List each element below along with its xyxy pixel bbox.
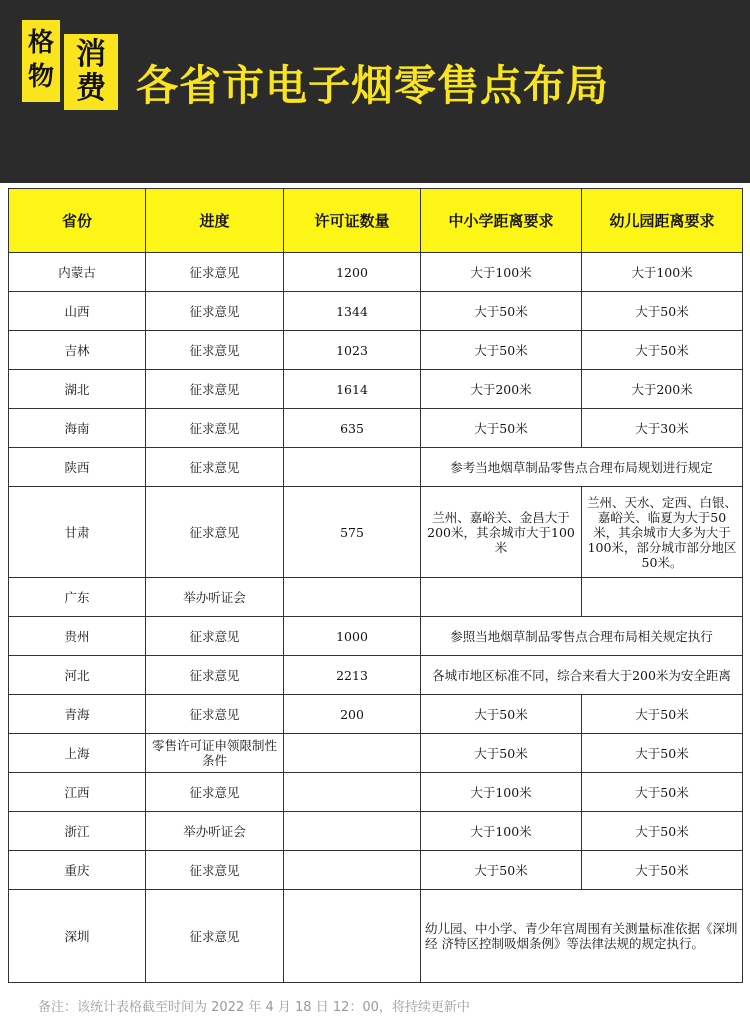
cell-school (421, 578, 582, 617)
cell-kindergarten: 大于50米 (582, 695, 743, 734)
cell-kindergarten: 大于30米 (582, 409, 743, 448)
cell-licenses: 1614 (284, 370, 421, 409)
cell-licenses (284, 890, 421, 983)
cell-province: 广东 (9, 578, 146, 617)
table-row (9, 409, 743, 448)
table-header-row (9, 189, 743, 253)
logo-char: 物 (27, 62, 54, 92)
cell-merged-requirement: 参考当地烟草制品零售点合理布局规划进行规定 (421, 448, 743, 487)
header-school-distance: 中小学距离要求 (421, 189, 582, 253)
cell-kindergarten: 大于50米 (582, 734, 743, 773)
cell-licenses (284, 578, 421, 617)
logo-right-block (64, 34, 118, 110)
cell-school: 大于100米 (421, 253, 582, 292)
cell-kindergarten: 大于50米 (582, 851, 743, 890)
cell-province: 吉林 (9, 331, 146, 370)
cell-progress: 征求意见 (146, 851, 284, 890)
cell-school: 大于50米 (421, 695, 582, 734)
cell-school: 大于50米 (421, 409, 582, 448)
cell-licenses: 2213 (284, 656, 421, 695)
table-row (9, 734, 743, 773)
cell-kindergarten: 大于50米 (582, 292, 743, 331)
cell-licenses (284, 448, 421, 487)
cell-licenses (284, 734, 421, 773)
cell-province: 青海 (9, 695, 146, 734)
cell-licenses: 1023 (284, 331, 421, 370)
cell-progress: 征求意见 (146, 695, 284, 734)
table-row (9, 253, 743, 292)
table-row (9, 448, 743, 487)
cell-progress: 征求意见 (146, 487, 284, 578)
table-row (9, 578, 743, 617)
cell-progress: 征求意见 (146, 448, 284, 487)
header-progress: 进度 (146, 189, 284, 253)
cell-kindergarten: 大于50米 (582, 331, 743, 370)
header-licenses: 许可证数量 (284, 189, 421, 253)
cell-province: 内蒙古 (9, 253, 146, 292)
cell-merged-requirement: 各城市地区标准不同，综合来看大于200米为安全距离 (421, 656, 743, 695)
brand-logo (22, 20, 114, 108)
logo-char: 格 (27, 28, 54, 58)
table-row (9, 695, 743, 734)
cell-progress: 征求意见 (146, 773, 284, 812)
cell-progress: 征求意见 (146, 292, 284, 331)
cell-licenses: 1344 (284, 292, 421, 331)
cell-licenses (284, 812, 421, 851)
cell-school: 大于100米 (421, 773, 582, 812)
table-row (9, 617, 743, 656)
cell-province: 重庆 (9, 851, 146, 890)
cell-licenses (284, 773, 421, 812)
cell-progress: 征求意见 (146, 331, 284, 370)
cell-kindergarten: 大于200米 (582, 370, 743, 409)
cell-school: 大于100米 (421, 812, 582, 851)
cell-school: 大于50米 (421, 734, 582, 773)
cell-province: 贵州 (9, 617, 146, 656)
cell-province: 湖北 (9, 370, 146, 409)
cell-school: 大于50米 (421, 851, 582, 890)
header-kindergarten-distance: 幼儿园距离要求 (582, 189, 743, 253)
table-row (9, 331, 743, 370)
cell-progress: 举办听证会 (146, 812, 284, 851)
cell-province: 陕西 (9, 448, 146, 487)
table-row (9, 773, 743, 812)
cell-progress: 征求意见 (146, 409, 284, 448)
cell-province: 上海 (9, 734, 146, 773)
footnote: 备注：该统计表格截至时间为 2022 年 4 月 18 日 12：00，将持续更新中 (38, 1000, 470, 1015)
cell-licenses: 635 (284, 409, 421, 448)
cell-licenses: 1000 (284, 617, 421, 656)
logo-left-block (22, 20, 60, 102)
table-row (9, 890, 743, 983)
header-banner (0, 0, 750, 183)
cell-school: 大于50米 (421, 292, 582, 331)
cell-province: 海南 (9, 409, 146, 448)
cell-licenses: 1200 (284, 253, 421, 292)
cell-progress: 征求意见 (146, 617, 284, 656)
cell-province: 山西 (9, 292, 146, 331)
page-title: 各省市电子烟零售点布局 (136, 61, 610, 110)
cell-merged-requirement: 幼儿园、中小学、青少年宫周围有关测量标准依据《深圳经 济特区控制吸烟条例》等法律法规的规定执行。 (421, 890, 743, 983)
header-province: 省份 (9, 189, 146, 253)
cell-kindergarten: 大于50米 (582, 773, 743, 812)
logo-char: 消 (76, 37, 106, 72)
cell-province: 浙江 (9, 812, 146, 851)
cell-progress: 征求意见 (146, 253, 284, 292)
cell-progress: 零售许可证申领限制性条件 (146, 734, 284, 773)
table-row (9, 370, 743, 409)
cell-school: 大于200米 (421, 370, 582, 409)
cell-licenses: 200 (284, 695, 421, 734)
retail-layout-table (8, 188, 743, 983)
cell-province: 甘肃 (9, 487, 146, 578)
cell-province: 深圳 (9, 890, 146, 983)
cell-province: 河北 (9, 656, 146, 695)
cell-kindergarten: 大于100米 (582, 253, 743, 292)
table-row (9, 656, 743, 695)
logo-char: 费 (76, 71, 106, 106)
cell-school: 大于50米 (421, 331, 582, 370)
table-row (9, 812, 743, 851)
table-row (9, 292, 743, 331)
cell-licenses: 575 (284, 487, 421, 578)
cell-licenses (284, 851, 421, 890)
table-row (9, 851, 743, 890)
cell-school: 兰州、嘉峪关、金昌大于200米，其余城市大于100米 (421, 487, 582, 578)
cell-kindergarten (582, 578, 743, 617)
cell-progress: 征求意见 (146, 890, 284, 983)
cell-merged-requirement: 参照当地烟草制品零售点合理布局相关规定执行 (421, 617, 743, 656)
cell-progress: 举办听证会 (146, 578, 284, 617)
cell-progress: 征求意见 (146, 370, 284, 409)
cell-province: 江西 (9, 773, 146, 812)
cell-kindergarten: 大于50米 (582, 812, 743, 851)
table-row (9, 487, 743, 578)
cell-kindergarten: 兰州、天水、定西、白银、嘉峪关、临夏为大于50米，其余城市大多为大于100米，部分城市部分地区50米。 (582, 487, 743, 578)
cell-progress: 征求意见 (146, 656, 284, 695)
